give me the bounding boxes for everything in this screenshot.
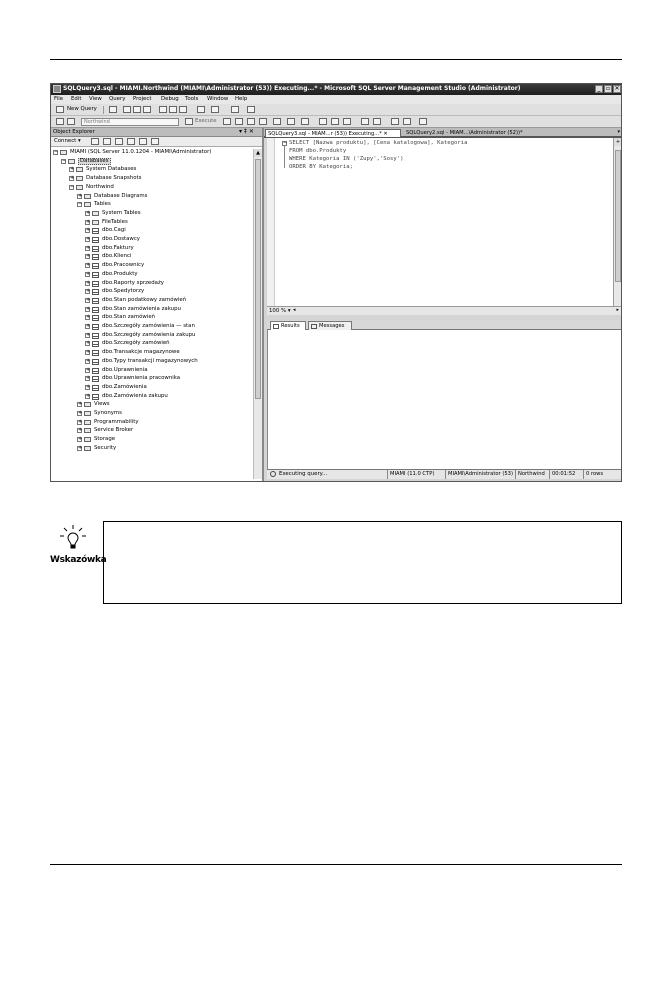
tree-node-label: dbo.Transakcje magazynowe — [102, 349, 180, 356]
connect-dropdown[interactable]: Connect ▾ — [54, 138, 81, 144]
title-bar — [51, 84, 621, 95]
tree-node-label: dbo.Szczegóły zamówienia zakupu — [102, 331, 196, 338]
tree-node-label: dbo.Stan zamówień — [102, 314, 156, 321]
table-icon — [92, 359, 99, 365]
dmx-query-icon[interactable] — [143, 106, 151, 113]
table-icon — [92, 237, 99, 243]
tree-node-label: dbo.Klienci — [102, 253, 132, 260]
database-icon — [76, 185, 83, 190]
grid-icon — [273, 324, 279, 329]
tree-node-label: FileTables — [102, 218, 128, 225]
table-icon — [92, 263, 99, 269]
folder-icon — [84, 411, 91, 416]
tree-node-label: MIAMI (SQL Server 11.0.1204 - MIAMI\Administrator) — [70, 149, 212, 155]
tree-node-label: Views — [94, 401, 110, 408]
tree-node-label: dbo.Faktury — [102, 244, 134, 251]
save-all-icon[interactable] — [179, 106, 187, 113]
table-icon — [92, 376, 99, 382]
results-to-text-icon[interactable] — [319, 118, 327, 125]
expand-icon[interactable]: + — [86, 331, 91, 338]
editor-scroll-thumb[interactable] — [615, 150, 621, 282]
menu-help[interactable]: Help — [235, 96, 248, 102]
execute-icon[interactable] — [185, 118, 193, 125]
query-designer-icon[interactable] — [273, 118, 281, 125]
tree-node-label: Tables — [94, 201, 111, 208]
folder-icon — [84, 402, 91, 407]
executing-spinner-icon — [270, 471, 276, 477]
available-databases-combo[interactable]: Northwind — [81, 118, 179, 126]
folder-icon — [68, 159, 75, 164]
expand-icon[interactable]: + — [78, 436, 83, 443]
document-tabs — [264, 128, 622, 138]
outdent-icon[interactable] — [391, 118, 399, 125]
connect-icon[interactable] — [56, 118, 64, 125]
expand-icon[interactable]: + — [86, 323, 91, 329]
ssms-screenshot — [50, 83, 622, 482]
menu-view[interactable]: View — [89, 96, 102, 102]
tab-results[interactable] — [270, 321, 306, 330]
messages-icon — [311, 324, 317, 329]
expand-icon[interactable]: + — [78, 427, 83, 434]
tree-node-label: dbo.Zamówienia — [102, 383, 147, 390]
expand-icon[interactable]: + — [86, 314, 91, 321]
window-title: SQLQuery3.sql - MIAMI.Northwind (MIAMI\Administrator (53)) Executing...* - Microsoft SQL Server Management Studio (Administrator) — [63, 85, 521, 92]
tip-label: Wskazówka — [50, 555, 107, 565]
expand-icon[interactable]: + — [86, 357, 91, 364]
folder-icon — [84, 194, 91, 199]
table-icon — [92, 272, 99, 278]
expand-icon[interactable]: + — [86, 218, 91, 225]
table-icon — [92, 246, 99, 252]
stop-icon[interactable] — [115, 138, 123, 145]
tree-node-label: Database Diagrams — [94, 192, 148, 199]
split-icon[interactable]: + — [615, 139, 621, 145]
table-icon — [92, 315, 99, 321]
comment-icon[interactable] — [361, 118, 369, 125]
status-executing: Executing query... — [279, 471, 328, 477]
tree-node-label: dbo.Pracownicy — [102, 262, 145, 269]
tree-node-label: Storage — [94, 436, 116, 443]
expand-icon[interactable]: + — [86, 253, 91, 260]
tree-node-label: Databases — [80, 157, 109, 164]
disconnect-icon[interactable] — [103, 138, 111, 145]
tree-node-label: Service Broker — [94, 427, 134, 434]
tree-node-label: System Databases — [86, 166, 137, 173]
expand-icon[interactable]: + — [86, 227, 91, 234]
menu-window[interactable]: Window — [207, 96, 229, 102]
object-explorer-panel — [51, 128, 264, 482]
display-plan-icon[interactable] — [259, 118, 267, 125]
folder-icon — [84, 437, 91, 442]
object-explorer-header — [51, 128, 262, 137]
expand-icon[interactable]: + — [86, 236, 91, 242]
editor-scrollbar[interactable] — [613, 138, 622, 306]
server-icon — [60, 150, 67, 155]
execute-button[interactable]: Execute — [195, 118, 217, 124]
expand-icon[interactable]: + — [86, 392, 91, 399]
table-icon — [92, 341, 99, 347]
folder-icon — [76, 167, 83, 172]
object-explorer-scrollbar[interactable] — [253, 149, 262, 479]
hscroll-left-icon[interactable]: ◂ — [293, 307, 296, 313]
include-plan-icon[interactable] — [287, 118, 295, 125]
tree-node-label: dbo.Dostawcy — [102, 236, 140, 242]
editor-gutter — [267, 138, 275, 306]
menu-project[interactable]: Project — [133, 96, 152, 102]
status-bar — [267, 469, 622, 479]
bottom-rule — [50, 864, 622, 865]
maximize-button[interactable]: ▫ — [605, 85, 611, 92]
folder-icon — [92, 220, 99, 225]
app-icon — [53, 85, 61, 93]
expand-icon[interactable]: + — [78, 418, 83, 425]
sql-editor-toolbar — [51, 116, 621, 128]
tree-node-label: dbo.Typy transakcji magazynowych — [102, 357, 198, 364]
new-query-button[interactable]: New Query — [67, 106, 97, 112]
results-to-grid-icon[interactable] — [331, 118, 339, 125]
summary-icon[interactable] — [151, 138, 159, 145]
tree-node-label: Programmability — [94, 418, 139, 425]
hscroll-right-icon[interactable]: ▸ — [616, 307, 619, 313]
expand-icon[interactable]: + — [78, 444, 83, 451]
tree-node-label: dbo.Zamówienia zakupu — [102, 392, 168, 399]
cancel-query-icon[interactable] — [235, 118, 243, 125]
expand-icon[interactable]: + — [78, 192, 83, 199]
table-icon — [92, 281, 99, 287]
tree-node-label: dbo.Cagi — [102, 227, 126, 234]
tab-sqlquery2[interactable]: SQLQuery2.sql - MIAM...\Administrator (52))* — [406, 130, 523, 136]
debug-icon[interactable] — [223, 118, 231, 125]
change-connection-icon[interactable] — [67, 118, 75, 125]
tree-node-label: dbo.Produkty — [102, 270, 138, 277]
panel-controls[interactable]: ▾ ‡ ✕ — [239, 128, 254, 135]
undo-icon[interactable] — [197, 106, 205, 113]
table-icon — [92, 254, 99, 260]
table-icon — [92, 333, 99, 339]
expand-icon[interactable]: + — [86, 209, 91, 216]
parse-icon[interactable] — [247, 118, 255, 125]
menu-bar — [51, 95, 621, 104]
status-rows: 0 rows — [583, 470, 622, 479]
scroll-thumb[interactable] — [255, 159, 261, 399]
menu-tools[interactable]: Tools — [185, 96, 199, 102]
tree-node-label: dbo.Spedytorzy — [102, 288, 145, 295]
tree-node-label: Security — [94, 444, 117, 451]
folder-icon — [76, 176, 83, 181]
folder-icon — [84, 428, 91, 433]
specify-values-icon[interactable] — [419, 118, 427, 125]
menu-query[interactable]: Query — [109, 96, 126, 102]
folder-icon — [84, 420, 91, 425]
minimize-button[interactable]: _ — [595, 85, 603, 93]
expand-icon[interactable]: + — [86, 288, 91, 295]
code-line: FROM dbo.Produkty — [289, 148, 347, 154]
expand-icon[interactable]: + — [86, 366, 91, 373]
indent-icon[interactable] — [403, 118, 411, 125]
tree-node-label: System Tables — [102, 209, 141, 216]
tree-node-label: Northwind — [86, 183, 114, 190]
redo-icon[interactable] — [211, 106, 219, 113]
region-line — [284, 146, 285, 168]
results-tabs — [267, 320, 622, 330]
new-query-icon[interactable] — [56, 106, 64, 113]
top-rule — [50, 59, 622, 60]
code-line: SELECT [Nazwa produktu], [Cena katalogowa], Kategoria — [289, 140, 468, 146]
folder-icon — [84, 446, 91, 451]
status-database: Northwind — [515, 470, 549, 479]
collapse-region-icon[interactable]: − — [283, 140, 288, 146]
code-line: WHERE Kategoria IN ('Zupy','Sosy') — [289, 156, 404, 162]
status-server: MIAMI (11.0 CTP) — [387, 470, 445, 479]
status-user: MIAMI\Administrator (53) — [445, 470, 515, 479]
tree-node-label: dbo.Stan zamówienia zakupu — [102, 305, 181, 312]
tab-messages[interactable] — [308, 321, 352, 330]
tree-node-label: dbo.Uprawnienia — [102, 366, 148, 373]
uncomment-icon[interactable] — [373, 118, 381, 125]
collapse-icon[interactable]: − — [54, 149, 59, 155]
tree-node-label: Database Snapshots — [86, 175, 142, 182]
results-to-file-icon[interactable] — [343, 118, 351, 125]
table-icon — [92, 324, 99, 330]
menu-edit[interactable]: Edit — [71, 96, 82, 102]
tree-node-label: Synonyms — [94, 410, 122, 416]
zoom-combo[interactable]: 100 % ▾ — [269, 308, 291, 314]
expand-icon[interactable]: + — [86, 244, 91, 251]
refresh-icon[interactable] — [139, 138, 147, 145]
activity-monitor-icon[interactable] — [231, 106, 239, 113]
zoom-bar — [267, 306, 622, 315]
mdx-query-icon[interactable] — [133, 106, 141, 113]
database-engine-query-icon[interactable] — [109, 106, 117, 113]
expand-icon[interactable]: + — [78, 401, 83, 408]
menu-debug[interactable]: Debug — [161, 96, 179, 102]
collapse-icon[interactable]: − — [62, 157, 67, 164]
toolbar-separator — [103, 106, 104, 114]
expand-icon[interactable]: + — [78, 410, 83, 416]
close-button[interactable]: ✕ — [614, 85, 620, 92]
menu-file[interactable]: File — [54, 96, 64, 102]
expand-icon[interactable]: + — [86, 349, 91, 356]
collapse-icon[interactable]: − — [78, 201, 83, 208]
tab-sqlquery3[interactable]: SQLQuery3.sql - MIAM...r (53)) Executing...* ✕ — [265, 129, 401, 137]
tree-node-label: dbo.Szczegóły zamówień — [102, 340, 170, 347]
expand-icon[interactable]: + — [70, 175, 75, 182]
expand-icon[interactable]: + — [86, 279, 91, 286]
collapse-icon[interactable]: − — [70, 183, 75, 190]
filter-icon[interactable] — [127, 138, 135, 145]
table-icon — [92, 307, 99, 313]
table-icon — [92, 298, 99, 304]
properties-icon[interactable] — [247, 106, 255, 113]
table-icon — [92, 350, 99, 356]
code-line: ORDER BY Kategoria; — [289, 164, 353, 170]
folder-icon — [92, 211, 99, 216]
scroll-up-arrow-icon[interactable]: ▲ — [254, 149, 262, 157]
tab-messages-label: Messages — [319, 323, 345, 329]
folder-icon — [84, 202, 91, 207]
expand-icon[interactable]: + — [86, 340, 91, 347]
tree-node-label: dbo.Szczegóły zamówienia — stan — [102, 323, 195, 329]
table-icon — [92, 368, 99, 374]
object-explorer-toolbar — [51, 137, 262, 147]
tip-box — [103, 521, 622, 604]
expand-icon[interactable]: + — [86, 383, 91, 390]
standard-toolbar — [51, 104, 621, 116]
expand-icon[interactable]: + — [86, 296, 91, 303]
object-explorer-title: Object Explorer — [53, 129, 95, 135]
tree-node-label: dbo.Raporty sprzedaży — [102, 279, 164, 286]
tree-node-label: dbo.Stan podatkowy zamówień — [102, 296, 187, 303]
query-editor[interactable] — [267, 138, 613, 306]
results-pane[interactable] — [267, 330, 622, 469]
table-icon — [92, 289, 99, 295]
analysis-query-icon[interactable] — [123, 106, 131, 113]
client-stats-icon[interactable] — [301, 118, 309, 125]
status-time: 00:01:52 — [549, 470, 583, 479]
save-icon[interactable] — [169, 106, 177, 113]
tab-list-chevron-icon[interactable]: ▾ — [617, 129, 620, 135]
expand-icon[interactable]: + — [86, 305, 91, 312]
open-file-icon[interactable] — [159, 106, 167, 113]
table-icon — [92, 228, 99, 234]
tab-results-label: Results — [281, 323, 300, 329]
lightbulb-icon — [58, 524, 88, 552]
table-icon — [92, 385, 99, 391]
table-icon — [92, 394, 99, 400]
connect-server-icon[interactable] — [91, 138, 99, 145]
expand-icon[interactable]: + — [70, 166, 75, 173]
expand-icon[interactable]: + — [86, 375, 91, 382]
expand-icon[interactable]: + — [86, 270, 91, 277]
tree-node-label: dbo.Uprawnienia pracownika — [102, 375, 181, 382]
expand-icon[interactable]: + — [86, 262, 91, 269]
